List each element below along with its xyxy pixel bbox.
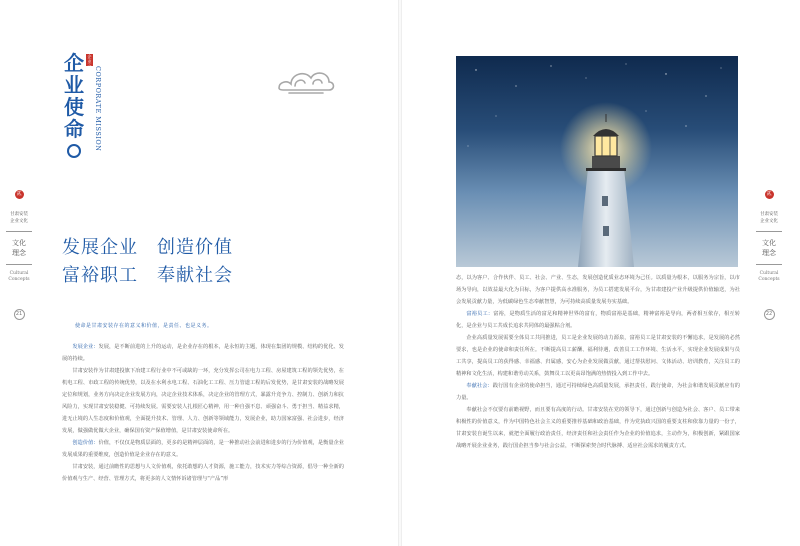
title-char-4: 命 — [64, 117, 84, 141]
left-side-column — [2, 190, 36, 320]
r-p5-text: 奉献社会不仅要有前瞻视野，而且要有高度的行动。甘肃安装在党的领导下，通过创新与创造为社会、客户、员工带来积极性的价值意义，作为中国特色社会主义的重要推荐基础和政治基础，作为党执政兴国的重要支柱和依靠力量的一份子，甘肃安装自诞生以来，就把全面履行政治责任，经济责任和社会责任作为企业的价值追求，主动作为，积极创新，紧跟国家战略开展企业业务，践行国企担当参与社会公益，不断探索契合时代脉搏、适应社会需求的履责方式。 — [456, 407, 740, 449]
right-side-column — [752, 190, 786, 320]
side-big-2: 理念 — [12, 249, 26, 257]
r-p2-label: 富裕员工： — [466, 311, 494, 317]
side-big-1: 文化 — [12, 239, 26, 247]
r-p3-text: 企业高质量发展需要全体员工共同推进，员工是企业发展的动力源泉，富裕员工是甘肃安装的不懈追求，是发展的必然要求，也是企业的使命和责任所在。不断提高员工薪酬、福利待遇，改善员工工作环境、生活水平，实现企业发展成果与员工共享，提高员工的获得感、幸福感、归属感，安心为企业发展做贡献，通过帮扶慰问、文体活动、培训教育，关注员工的精神和文化生活，构建和谐劳动关系，鼓舞员工以更高昂饱满的热情投入到工作中去。 — [456, 335, 740, 377]
headline — [62, 234, 233, 290]
side-small-1: 甘肃安装 — [10, 212, 28, 217]
left-page — [0, 0, 398, 546]
title-char-3: 使 — [64, 95, 84, 119]
p3-text: 价值，不仅仅是物质层面的，更多的是精神层面的，是一种推动社会前进和进步的行为价值观，是衡量企业发展成果的重要维度，创造价值是企业存在的意义。 — [62, 440, 344, 458]
p1-label: 发展企业： — [72, 344, 99, 350]
p2-text: 甘肃安装作为甘肃建投旗下冶建工程行业中不可或缺的一环，充分发挥公司在电力工程、房屋建筑工程的领先优势，在机电工程、市政工程的传统优势，以及在水利水电工程、石油化工工程、压力管道工程的后发优势，是甘肃安装的战略发展定位和规划，业务方向决定企业发展方向，决定企业技术体系，决定企业的管理方式，暴露升竞争力、控制力、创新力和抗风险力，实现甘肃安装稳健、可持续发展。需要安装人扎根匠心精神，用一种自强不息、顽强奋斗、勇于担当、精益求精，进无止境的人生态度和价值观，全面提升技术、管理、人力、创新等领域能力，发展企业，助力国家富强、社会进步，经济发展，做强做优做大企业，确保国有资产保值增值，是甘肃安装使命所在。 — [62, 368, 344, 434]
title-char-1: 企 — [64, 51, 84, 75]
r-p2-text: 富裕，是物质生活的富足和精神世界的富有，物质富裕是基础，精神富裕是导向，两者相互依存，相互转化，是企业与员工共成长追求共同体的最强粘合剂。 — [456, 311, 740, 329]
p3-label: 创造价值： — [72, 440, 99, 446]
headline-line-1: 发展企业 创造价值 — [62, 237, 233, 258]
chapter-badge: 贰 — [16, 191, 22, 197]
circle-icon — [67, 144, 81, 158]
side-small-2: 企业文化 — [10, 219, 28, 224]
p1-text: 发展，是不断前进的上升的运动，是企业存在的根本，是永恒的主题，体现在集团的规模、结构的优化、发展的持续。 — [62, 344, 344, 362]
p4-text: 甘肃安装，通过前瞻性的思想与人文价值观，依托敢想的人才资源，施工能力，技术实力等综合资源，倡导一种全新的价值观与生产、经营、管理方式，将更多的人文情怀诉诸管理与“产品”形 — [62, 464, 344, 482]
title-char-2: 业 — [64, 73, 84, 97]
side-en-1: Cultural — [9, 271, 29, 276]
r-p4-text: 践行国有企业的使命担当，通过可持续绿色高质量发展，承担责任，践行使命，为社会和谐发展贡献应有的力量。 — [456, 383, 740, 401]
right-body — [456, 272, 740, 452]
side-divider — [756, 264, 782, 265]
side-divider — [6, 231, 32, 232]
headline-line-2: 富裕职工 奉献社会 — [62, 265, 233, 286]
r-p4-label: 奉献社会： — [466, 383, 493, 389]
side-big-1: 文化 — [762, 239, 776, 247]
lighthouse-illustration — [456, 56, 738, 267]
side-big-2: 理念 — [762, 249, 776, 257]
tagline: 使命是甘肃安装存在的意义和价值，是责任、也是义务。 — [75, 323, 213, 329]
side-divider — [756, 231, 782, 232]
side-en-2: Concepts — [758, 277, 780, 282]
mission-title — [63, 52, 85, 158]
side-en-2: Concepts — [8, 277, 30, 282]
r-p1-text: 态，以为客户、合作伙伴、员工、社会、产业、生态，发展创造优质业态环境为己任。以质量为根本，以服务为宗旨，以市场为导向，以效益最大化为目标，为客户提供高水准服务，为员工搭建发展平台，为甘肃建投产业升级提供价值输送，为社会发展贡献力量，为低碳绿色生态奉献智慧，为可持续高质量发展夯实基础。 — [456, 275, 740, 305]
side-en-1: Cultural — [759, 271, 779, 276]
left-body — [62, 341, 344, 485]
side-small-1: 甘肃安装 — [760, 212, 778, 217]
mission-title-en: CORPORATE MISSION — [94, 66, 102, 152]
chapter-badge: 贰 — [766, 191, 772, 197]
lighthouse-photo — [456, 56, 738, 267]
page-number: 21 — [14, 309, 25, 320]
cloud-icon — [275, 62, 337, 96]
side-small-2: 企业文化 — [760, 219, 778, 224]
page-number: 22 — [764, 309, 775, 320]
culture-tag: 企业文化 — [87, 54, 92, 74]
side-divider — [6, 264, 32, 265]
